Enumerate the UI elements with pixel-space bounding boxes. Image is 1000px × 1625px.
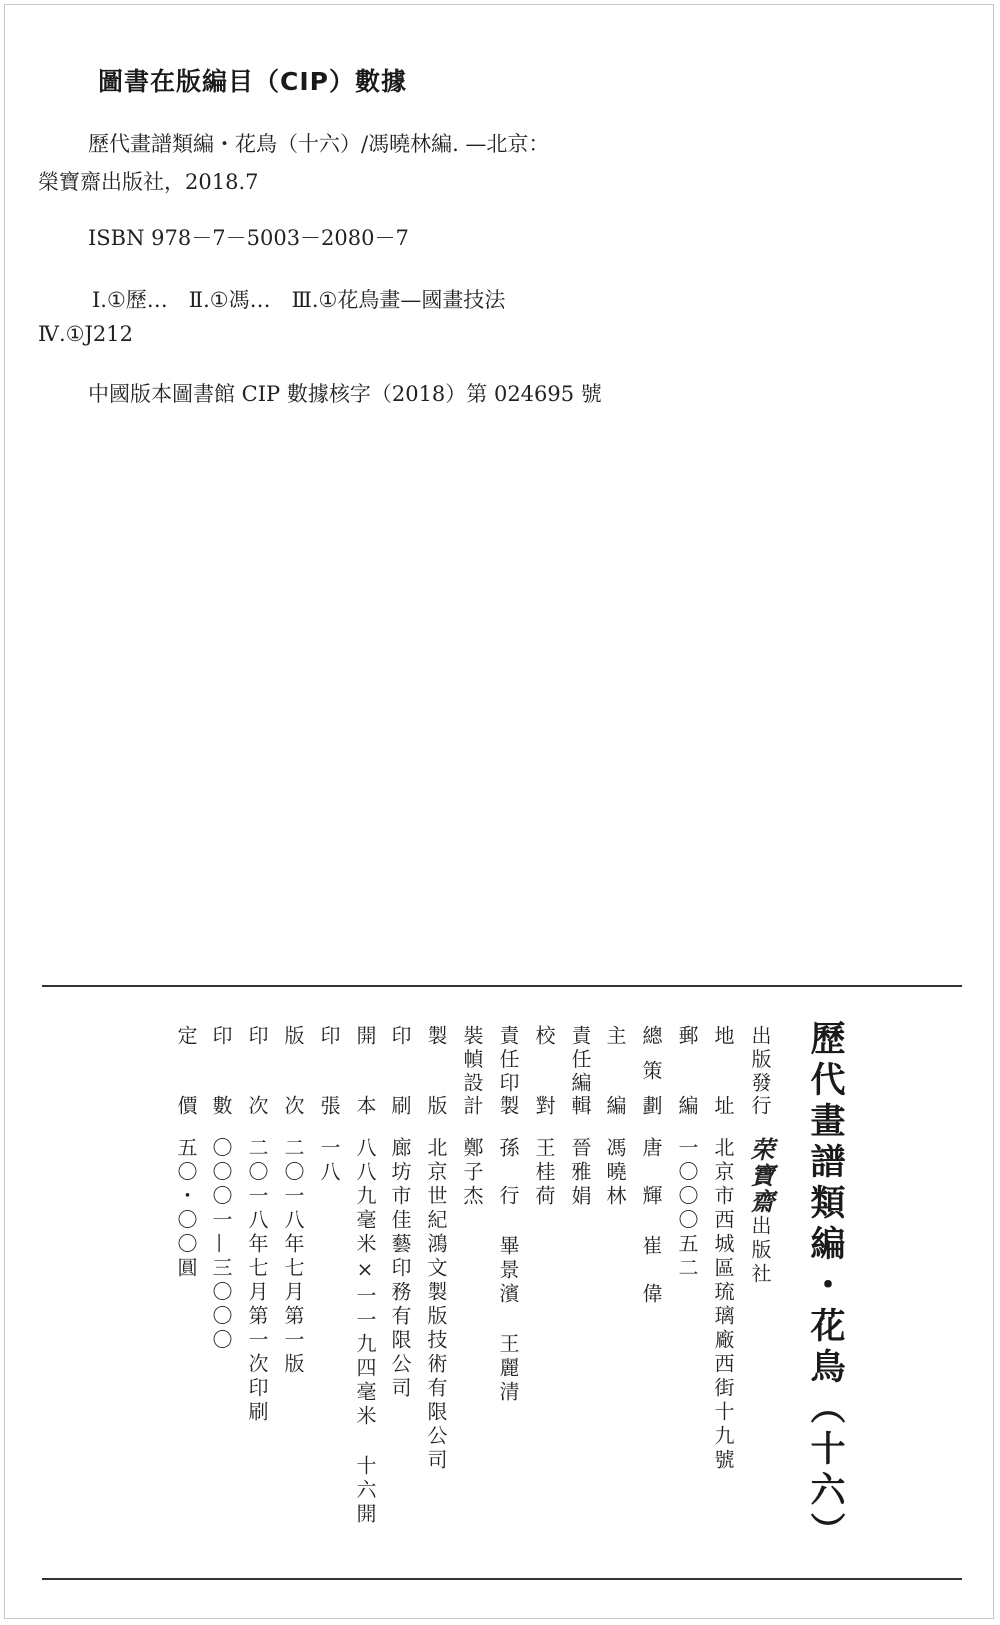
publisher-suffix: 出版社 [748, 1215, 772, 1287]
edition-label: 版 次 [281, 1025, 305, 1115]
colophon-plate-making [426, 1025, 446, 1473]
postcode-label: 郵 編 [675, 1025, 699, 1115]
binding-design-value: 鄭子杰 [460, 1137, 484, 1209]
planning-label: 總策劃 [639, 1025, 663, 1115]
colophon-printing [390, 1025, 410, 1401]
cip-publisher-line: 榮寶齋出版社，2018.7 [38, 170, 259, 194]
plate-making-label: 製 版 [424, 1025, 448, 1115]
binding-design-label: 裝幀設計 [460, 1025, 484, 1115]
print-supervisor-name-1: 孫 行 [496, 1137, 520, 1209]
colophon-price [176, 1025, 196, 1281]
colophon-book-title: 歷代畫譜類編・花鳥（十六） [805, 1020, 846, 1553]
bottom-divider [42, 1578, 962, 1580]
cip-classification-line-1: Ⅰ.①歷… Ⅱ.①馮… Ⅲ.①花鳥畫—國畫技法 [92, 288, 506, 312]
postcode-value: 一〇〇〇五二 [675, 1137, 699, 1281]
publisher-logo: 荣寶齋 [746, 1137, 775, 1215]
colophon-print-run [211, 1025, 231, 1353]
colophon-editor [570, 1025, 590, 1209]
print-supervisor-name-3: 王麗清 [496, 1333, 520, 1405]
impression-value: 二〇一八年七月第一次印刷 [245, 1137, 269, 1425]
cip-title-line: 歷代畫譜類編・花鳥（十六）/馮曉林編. —北京： [88, 132, 550, 156]
print-supervisor-name-2: 畢景濱 [496, 1235, 520, 1307]
colophon-planning [641, 1025, 661, 1307]
cip-classification-line-2: Ⅳ.①J212 [38, 322, 133, 346]
edition-value: 二〇一八年七月第一版 [281, 1137, 305, 1377]
sheets-label: 印 張 [317, 1025, 341, 1115]
cip-heading: 圖書在版編目（CIP）數據 [98, 67, 407, 96]
format-label: 開 本 [353, 1025, 377, 1115]
chief-editor-label: 主 編 [603, 1025, 627, 1115]
printing-label: 印 刷 [388, 1025, 412, 1115]
price-label: 定 價 [174, 1025, 198, 1115]
address-label: 地 址 [711, 1025, 735, 1115]
plate-making-value: 北京世紀鴻文製版技術有限公司 [424, 1137, 448, 1473]
address-value: 北京市西城區琉璃廠西街十九號 [711, 1137, 735, 1473]
colophon-postcode [677, 1025, 697, 1281]
price-value: 五〇・〇〇圓 [174, 1137, 198, 1281]
editor-label: 責任編輯 [568, 1025, 592, 1115]
colophon-publisher [746, 1025, 775, 1287]
editor-value: 晉雅娟 [568, 1137, 592, 1209]
colophon-proofreading [534, 1025, 554, 1209]
planning-name-1: 唐 輝 [639, 1137, 663, 1209]
planning-name-2: 崔 偉 [639, 1235, 663, 1307]
colophon-address [713, 1025, 733, 1473]
cip-number: 中國版本圖書館 CIP 數據核字（2018）第 024695 號 [88, 382, 602, 406]
colophon-chief-editor [605, 1025, 625, 1209]
printing-value: 廊坊市佳藝印務有限公司 [388, 1137, 412, 1401]
chief-editor-value: 馮曉林 [603, 1137, 627, 1209]
publisher-label: 出版發行 [748, 1025, 772, 1115]
proofreading-label: 校 對 [532, 1025, 556, 1115]
colophon-edition [283, 1025, 303, 1377]
format-size: 八八九毫米×一一九四毫米 [353, 1137, 377, 1429]
format-fold: 十六開 [353, 1455, 377, 1527]
proofreading-value: 王桂荷 [532, 1137, 556, 1209]
print-supervisor-label: 責任印製 [496, 1025, 520, 1115]
colophon-impression [247, 1025, 267, 1425]
print-run-value: 〇〇〇一—三〇〇〇 [209, 1137, 233, 1353]
colophon-print-supervisor [498, 1025, 518, 1405]
colophon-format [355, 1025, 375, 1527]
colophon-sheets [319, 1025, 339, 1185]
impression-label: 印 次 [245, 1025, 269, 1115]
sheets-value: 一八 [317, 1137, 341, 1185]
print-run-label: 印 數 [209, 1025, 233, 1115]
cip-isbn: ISBN 978－7－5003－2080－7 [88, 226, 409, 250]
colophon-binding-design [462, 1025, 482, 1209]
top-divider [42, 985, 962, 987]
